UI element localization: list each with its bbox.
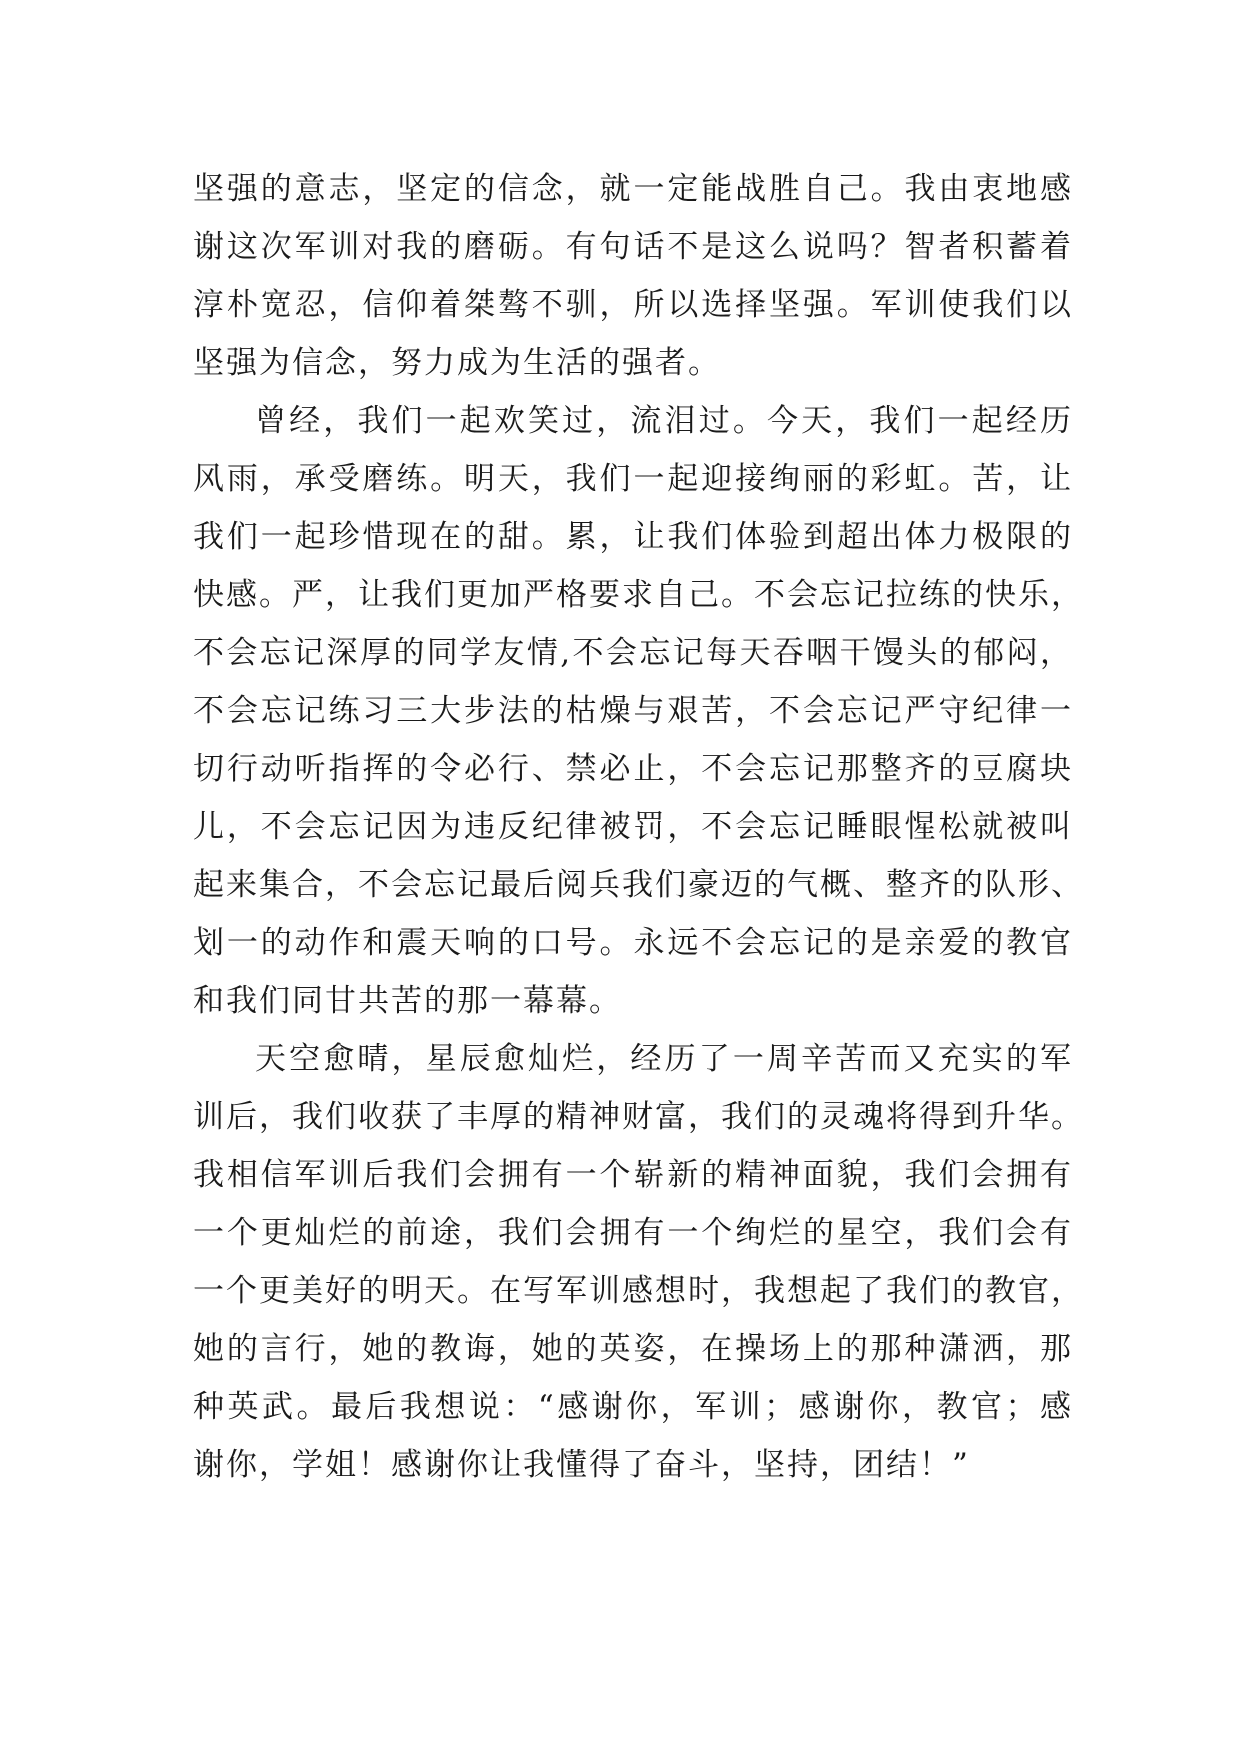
text-line: 坚强为信念，努力成为生活的强者。 — [193, 345, 721, 381]
text-line: 坚强的意志，坚定的信念，就一定能战胜自己。我由衷地感 — [193, 171, 1073, 207]
text-line: 切行动听指挥的令必行、禁必止，不会忘记那整齐的豆腐块 — [193, 751, 1073, 787]
text-line: 划一的动作和震天响的口号。永远不会忘记的是亲爱的教官 — [193, 925, 1073, 961]
text-line: 风雨，承受磨练。明天，我们一起迎接绚丽的彩虹。苦，让 — [193, 461, 1073, 497]
text-line: 我相信军训后我们会拥有一个崭新的精神面貌，我们会拥有 — [193, 1157, 1073, 1193]
text-line: 不会忘记深厚的同学友情,不会忘记每天吞咽干馒头的郁闷， — [193, 635, 1073, 671]
text-line: 谢这次军训对我的磨砺。有句话不是这么说吗？智者积蓄着 — [193, 229, 1073, 265]
text-line: 曾经，我们一起欢笑过，流泪过。今天，我们一起经历 — [255, 403, 1073, 439]
text-line: 我们一起珍惜现在的甜。累，让我们体验到超出体力极限的 — [193, 519, 1073, 555]
text-line: 训后，我们收获了丰厚的精神财富，我们的灵魂将得到升华。 — [193, 1099, 1084, 1135]
text-line: 快感。严，让我们更加严格要求自己。不会忘记拉练的快乐， — [193, 577, 1084, 613]
text-line: 和我们同甘共苦的那一幕幕。 — [193, 983, 622, 1019]
text-line: 不会忘记练习三大步法的枯燥与艰苦，不会忘记严守纪律一 — [193, 693, 1073, 729]
text-line: 儿，不会忘记因为违反纪律被罚，不会忘记睡眼惺松就被叫 — [193, 809, 1073, 845]
text-line: 淳朴宽忍，信仰着桀骜不驯，所以选择坚强。军训使我们以 — [193, 287, 1073, 323]
paragraph — [193, 1030, 1084, 1494]
text-line: 一个更灿烂的前途，我们会拥有一个绚烂的星空，我们会有 — [193, 1215, 1073, 1251]
text-line: 她的言行，她的教诲，她的英姿，在操场上的那种潇洒，那 — [193, 1331, 1073, 1367]
paragraph — [193, 160, 1073, 392]
text-line: 谢你，学姐！感谢你让我懂得了奋斗，坚持，团结！” — [193, 1447, 970, 1483]
paragraph — [193, 392, 1084, 1030]
text-line: 一个更美好的明天。在写军训感想时，我想起了我们的教官， — [193, 1273, 1084, 1309]
text-line: 起来集合，不会忘记最后阅兵我们豪迈的气概、整齐的队形、 — [193, 867, 1084, 903]
text-line: 种英武。最后我想说：“感谢你，军训；感谢你，教官；感 — [193, 1389, 1073, 1425]
document-body — [193, 160, 1084, 1494]
text-line: 天空愈晴，星辰愈灿烂，经历了一周辛苦而又充实的军 — [255, 1041, 1073, 1077]
